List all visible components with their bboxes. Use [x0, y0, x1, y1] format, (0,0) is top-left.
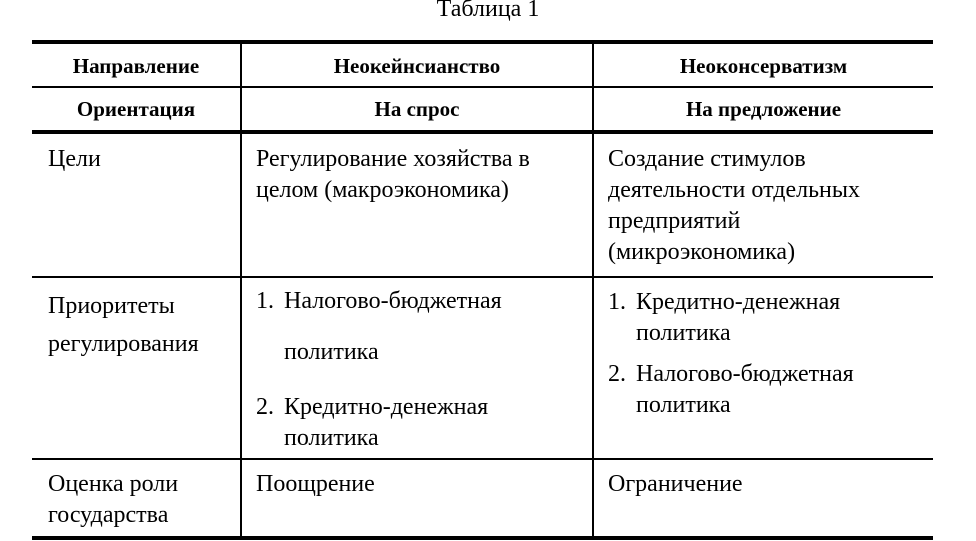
row-state-role-label: Оценка роли государства	[48, 471, 179, 528]
row-priorities-label: Приоритеты регулирования	[48, 293, 199, 357]
row-priorities-neokeynesian-list	[256, 286, 586, 454]
list-item-text: Налогово-бюджетная политика	[636, 361, 854, 418]
row-state-role-neokeynesian: Поощрение	[256, 471, 375, 497]
row-goals-neoconservative: Создание стимулов деятельности отдельных предприятий (микроэкономика)	[608, 146, 860, 265]
table-caption: Таблица 1	[436, 0, 540, 22]
table-top-rule	[32, 40, 933, 44]
header-direction: Направление	[72, 54, 200, 78]
list-item	[608, 359, 928, 421]
row-priorities-neoconservative-list	[608, 287, 928, 421]
row-divider-rule-2	[32, 458, 933, 460]
row-state-role-neoconservative: Ограничение	[608, 471, 743, 497]
header-neoconservatism: Неоконсерватизм	[679, 54, 848, 78]
header-divider-rule	[32, 86, 933, 88]
list-item	[256, 286, 586, 378]
list-item-number: 2.	[608, 361, 626, 387]
row-goals-label: Цели	[48, 146, 101, 172]
list-item-text: Налогово-бюджетная политика	[284, 288, 502, 365]
list-item-text: Кредитно-денежная политика	[284, 394, 489, 451]
list-item-number: 1.	[608, 289, 626, 315]
header-orientation: Ориентация	[76, 97, 196, 121]
list-item-text: Кредитно-денежная политика	[636, 289, 841, 346]
header-bottom-rule	[32, 130, 933, 134]
list-item-number: 1.	[256, 288, 274, 314]
list-item	[256, 392, 586, 454]
header-supply: На предложение	[685, 97, 842, 121]
header-neokeynesianism: Неокейнсианство	[333, 54, 501, 78]
list-item-number: 2.	[256, 394, 274, 420]
header-demand: На спрос	[374, 97, 460, 121]
list-item	[608, 287, 928, 349]
table-bottom-rule	[32, 536, 933, 540]
row-goals-neokeynesian: Регулирование хозяйства в целом (макроэкономика)	[256, 146, 530, 203]
